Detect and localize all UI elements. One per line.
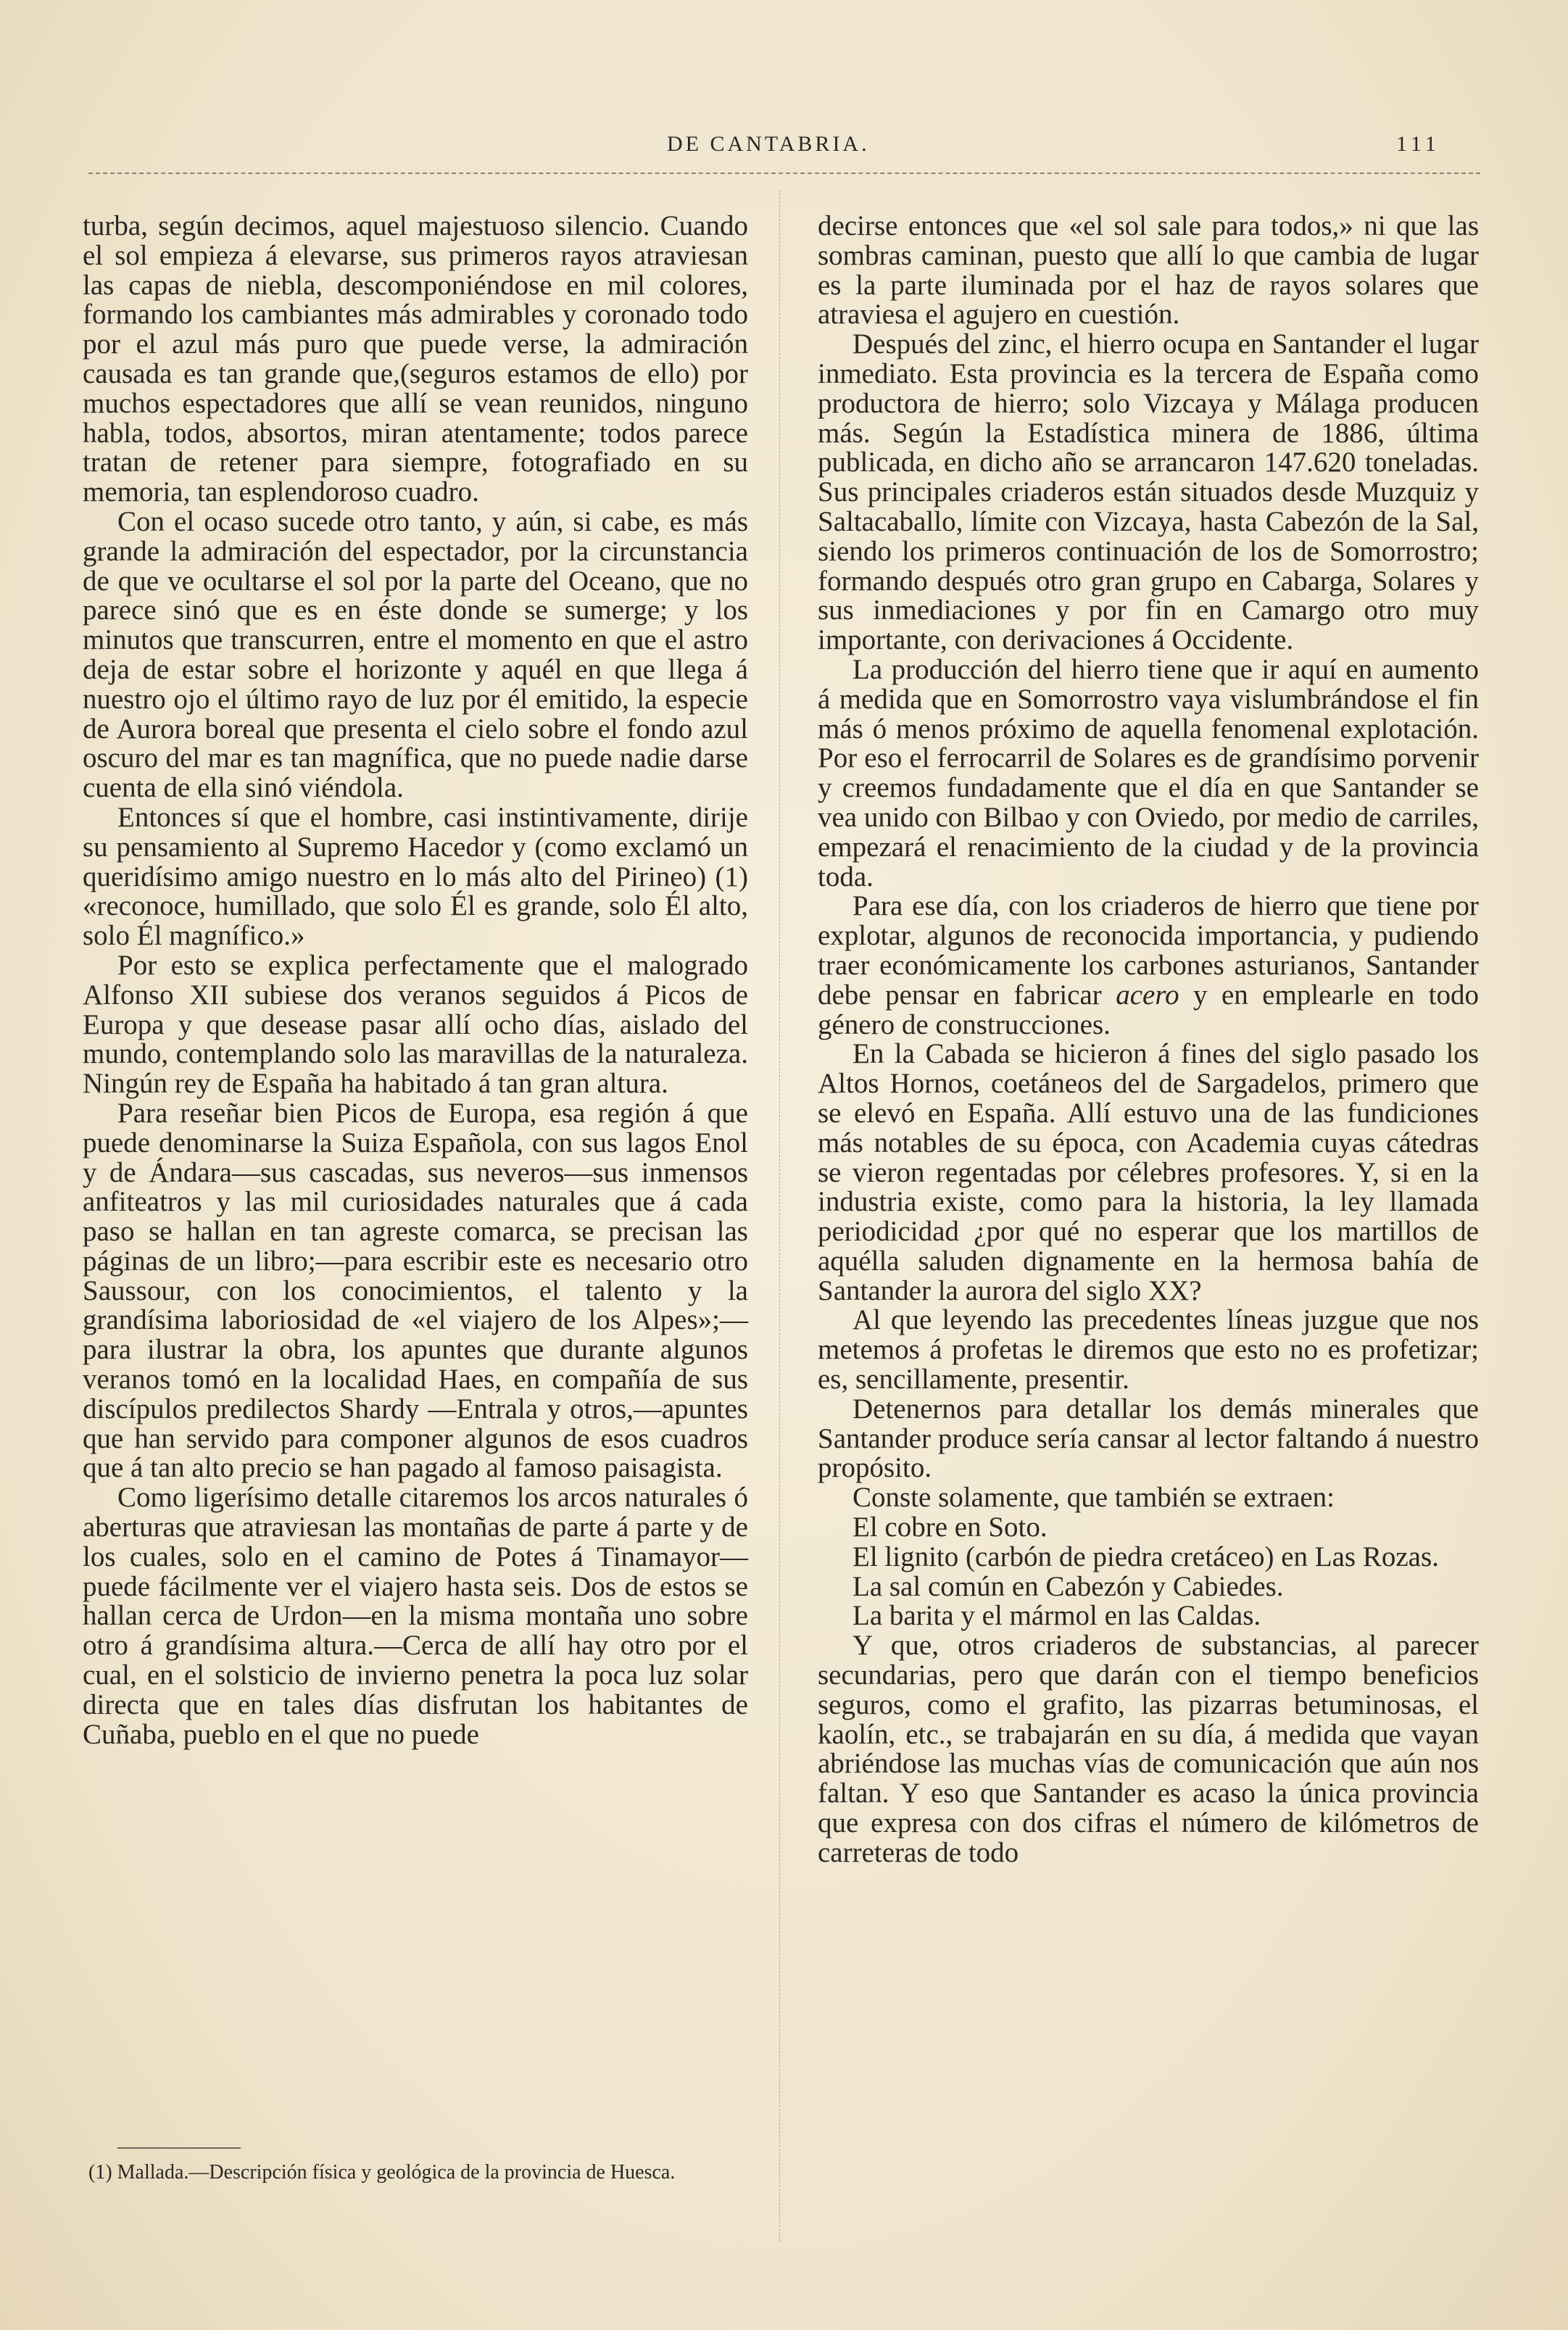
- running-head: [0, 132, 1568, 168]
- text-run: Para ese día, con los criaderos de hierro que tiene por explotar, algunos de reconocida importancia, y pudiendo traer económicamente los carbones asturianos, Santander debe pensar en fabricar: [818, 890, 1479, 1011]
- mineral-list-item: El lignito (carbón de piedra cretáceo) en Las Rozas.: [853, 1541, 1439, 1572]
- column-divider: [779, 190, 780, 2242]
- paragraph: [818, 892, 1479, 1040]
- mineral-list-item: El cobre en Soto.: [853, 1512, 1048, 1543]
- paragraph: Conste solamente, que también se extraen:: [853, 1482, 1335, 1514]
- mineral-list-item: La sal común en Cabezón y Cabiedes.: [853, 1570, 1284, 1602]
- paragraph: Con el ocaso sucede otro tanto, y aún, si cabe, es más grande la admiración del espectador, por la circunstancia de que ve ocultarse el sol por la parte del Oceano, que no parece sinó que es en éste donde se sumerge; y los minutos que transcurren, entre el momento en que el astro deja de estar sobre el horizonte y aquél en que llega á nuestro ojo el último rayo de luz por él emitido, la especie de Aurora boreal que presenta el cielo sobre el fondo azul oscuro del mar es tan magnífica, que no puede nadie darse cuenta de ella sinó viéndola.: [83, 505, 748, 804]
- paragraph: En la Cabada se hicieron á fines del siglo pasado los Altos Hornos, coetáneos del de Sargadelos, primero que se elevó en España. Allí estuvo una de las fundiciones más notables de su época, con Academia cuyas cátedras se vieron regentadas por célebres profesores. Y, si en la industria existe, como para la historia, la ley llamada periodicidad ¿por qué no esperar que los martillos de aquélla saluden dignamente en la hermosa bahía de Santander la aurora del siglo XX?: [818, 1038, 1479, 1306]
- footnote: (1) Mallada.—Descripción física y geológica de la provincia de Huesca.: [88, 2161, 676, 2184]
- paragraph: Por esto se explica perfectamente que el malogrado Alfonso XII subiese dos veranos seguidos á Picos de Europa y que desease pasar allí ocho días, aislado del mundo, contemplando solo las maravillas de la naturaleza. Ningún rey de España ha habitado á tan gran altura.: [83, 949, 748, 1100]
- paragraph: Después del zinc, el hierro ocupa en Santander el lugar inmediato. Esta provincia es la tercera de España como productora de hierro; solo Vizcaya y Málaga producen más. Según la Estadística minera de 1886, última publicada, en dicho año se arrancaron 147.620 toneladas. Sus principales criaderos están situados desde Muzquiz y Saltacaballo, límite con Vizcaya, hasta Cabezón de la Sal, siendo los primeros continuación de los de Somorrostro; formando después otro gran grupo en Cabarga, Solares y sus inmediaciones y por fin en Camargo otro muy importante, con derivaciones á Occidente.: [818, 328, 1479, 656]
- left-column: [83, 212, 748, 1749]
- footnote-rule: [117, 2147, 241, 2149]
- paragraph: Detenernos para detallar los demás minerales que Santander produce sería cansar al lector faltando á nuestro propósito.: [818, 1393, 1479, 1484]
- running-title: DE CANTABRIA.: [667, 132, 870, 156]
- paragraph: decirse entonces que «el sol sale para todos,» ni que las sombras caminan, puesto que allí lo que cambia de lugar es la parte iluminada por el haz de rayos solares que atraviesa el agujero en cuestión.: [818, 210, 1479, 331]
- right-column: [818, 212, 1479, 1868]
- paragraph: Y que, otros criaderos de substancias, al parecer secundarias, pero que darán con el tiempo beneficios seguros, como el grafito, las pizarras betuminosas, el kaolín, etc., se trabajarán en su día, á medida que vayan abriéndose las muchas vías de comunicación que aún nos faltan. Y eso que Santander es acaso la única provincia que expresa con dos cifras el número de kilómetros de carreteras de todo: [818, 1630, 1479, 1868]
- paragraph: Para reseñar bien Picos de Europa, esa región á que puede denominarse la Suiza Española, con sus lagos Enol y de Ándara—sus cascadas, sus neveros—sus inmensos anfiteatros y las mil curiosidades naturales que á cada paso se hallan en tan agreste comarca, se precisan las páginas de un libro;—para escribir este es necesario otro Saussour, con los conocimientos, el talento y la grandísima laboriosidad de «el viajero de los Alpes»;—para ilustrar la obra, los apuntes que durante algunos veranos tomó en la localidad Haes, en compañía de sus discípulos predilectos Shardy —Entrala y otros,—apuntes que han servido para componer algunos de esos cuadros que á tan alto precio se han pagado al famoso paisagista.: [83, 1097, 748, 1484]
- mineral-list-item: La barita y el mármol en las Caldas.: [853, 1600, 1261, 1632]
- paragraph: Al que leyendo las precedentes líneas juzgue que nos metemos á profetas le diremos que esto no es profetizar; es, sencillamente, presentir.: [818, 1304, 1479, 1396]
- text-run: y en emplearle en todo género de construcciones.: [818, 979, 1479, 1040]
- header-rule: [88, 173, 1480, 174]
- paragraph: Entonces sí que el hombre, casi instintivamente, dirije su pensamiento al Supremo Hacedor y (como exclamó un queridísimo amigo nuestro en lo más alto del Pirineo) (1) «reconoce, humillado, que solo Él es grande, solo Él alto, solo Él magnífico.»: [83, 801, 748, 952]
- italic-word: acero: [1116, 979, 1179, 1011]
- paragraph: Como ligerísimo detalle citaremos los arcos naturales ó aberturas que atraviesan las montañas de parte á parte y de los cuales, solo en el camino de Potes á Tinamayor—puede fácilmente ver el viajero hasta seis. Dos de estos se hallan cerca de Urdon—en la misma montaña uno sobre otro á grandísima altura.—Cerca de allí hay otro por el cual, en el solsticio de invierno penetra la poca luz solar directa que en tales días disfrutan los habitantes de Cuñaba, pueblo en el que no puede: [83, 1482, 748, 1750]
- paragraph: turba, según decimos, aquel majestuoso silencio. Cuando el sol empieza á elevarse, sus primeros rayos atraviesan las capas de niebla, descomponiéndose en mil colores, formando los cambiantes más admirables y coronado todo por el azul más puro que puede verse, la admiración causada es tan grande que,(seguros estamos de ello) por muchos espectadores que allí se vean reunidos, ninguno habla, todos, absortos, miran atentamente; todos parece tratan de retener para siempre, fotografiado en su memoria, tan esplendoroso cuadro.: [83, 210, 748, 508]
- paragraph: La producción del hierro tiene que ir aquí en aumento á medida que en Somorrostro vaya vislumbrándose el fin más ó menos próximo de aquella fenomenal explotación. Por eso el ferrocarril de Solares es de grandísimo porvenir y creemos fundadamente que el día en que Santander se vea unido con Bilbao y con Oviedo, por medio de carriles, empezará el renacimiento de la ciudad y de la provincia toda.: [818, 653, 1479, 892]
- page-number: 111: [1396, 132, 1440, 156]
